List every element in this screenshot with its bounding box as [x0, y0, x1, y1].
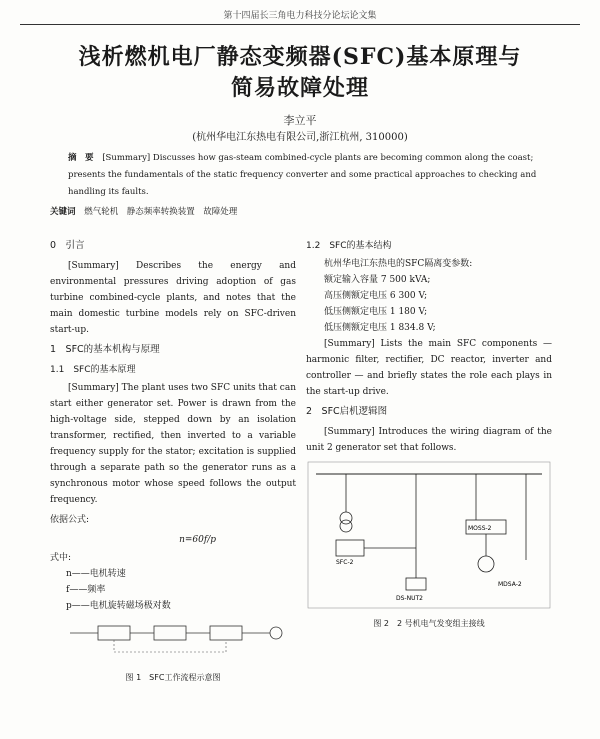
section-2-text: [Summary] Introduces the wiring diagram of the unit 2 generator set that follows. — [306, 427, 552, 453]
sfc-block — [336, 540, 364, 556]
transformer-symbol — [340, 520, 352, 532]
figure-1-flow-diagram — [50, 614, 296, 664]
keywords-text: 燃气轮机 静态频率转换装置 故障处理 — [84, 207, 238, 217]
diagram-label: MOSS-2 — [468, 525, 492, 532]
keywords — [50, 205, 560, 217]
flow-block — [210, 626, 242, 640]
formula-label: 依据公式: — [50, 515, 90, 525]
parameter-item: 低压侧额定电压 1 180 V; — [324, 307, 428, 317]
figure-1-caption: 图 1 SFC工作流程示意图 — [125, 673, 221, 682]
generator-symbol — [478, 556, 494, 572]
parameter-item: 低压侧额定电压 1 834.8 V; — [324, 323, 436, 333]
where-label: 式中: — [50, 553, 72, 563]
switch-block — [406, 578, 426, 590]
parameter-list — [306, 256, 552, 336]
diagram-label: DS-NUT2 — [396, 595, 423, 602]
section-0-heading: 0 引言 — [50, 240, 85, 251]
parameter-item: 高压侧额定电压 6 300 V; — [324, 291, 428, 301]
figure-2-wiring-diagram — [306, 460, 552, 610]
right-column — [306, 236, 552, 632]
figure-2-caption: 图 2 2 号机电气发变组主接线 — [373, 619, 485, 628]
keywords-label: 关键词 — [50, 207, 76, 217]
header-rule — [20, 24, 580, 25]
running-head: 第十四届长三角电力科技分论坛论文集 — [223, 11, 377, 21]
definition-item: p——电机旋转磁场极对数 — [66, 601, 171, 611]
title-line-2: 简易故障处理 — [230, 75, 369, 101]
definition-item: n——电机转速 — [66, 569, 126, 579]
flow-block — [154, 626, 186, 640]
paper-title — [20, 42, 580, 104]
abstract-text: [Summary] Discusses how gas-steam combined-cycle plants are becoming common along the coast; presents the fundamentals of the static frequency converter and some practical approaches to checking and handling its faults. — [68, 153, 537, 197]
diagram-label: SFC-2 — [336, 559, 354, 566]
parameter-item: 额定输入容量 7 500 kVA; — [324, 275, 431, 285]
abstract — [68, 150, 560, 201]
section-1-1-text: [Summary] The plant uses two SFC units that can start either generator set. Power is drawn from the high-voltage side, stepped down by an isolation transformer, rectified, then inverted to a variable frequency supply for the stator; excitation is supplied through a separate path so the generator runs as a synchronous motor whose speed follows the output frequency. — [50, 383, 296, 505]
author: 李立平 — [283, 114, 317, 127]
section-1-1-heading: 1.1 SFC的基本原理 — [50, 365, 136, 375]
title-line-1: 浅析燃机电厂静态变频器(SFC)基本原理与 — [78, 44, 522, 70]
section-1-2-heading: 1.2 SFC的基本结构 — [306, 241, 392, 251]
abstract-label: 摘 要 — [68, 153, 94, 163]
section-2-heading: 2 SFC启机逻辑图 — [306, 406, 388, 417]
definition-item: f——频率 — [66, 585, 106, 595]
left-column — [50, 236, 296, 686]
feedback-line — [114, 640, 226, 652]
section-1-2-text: [Summary] Lists the main SFC components — harmonic filter, rectifier, DC reactor, inverter and controller — and briefly states the role each plays in the start-up drive. — [306, 339, 552, 397]
generator-symbol — [270, 627, 282, 639]
symbol-definitions — [50, 566, 296, 614]
section-0-text: [Summary] Describes the energy and environmental pressures driving adoption of gas turbine combined-cycle plants, and notes that the main domestic turbine models rely on SFC-driven start-up. — [50, 261, 296, 335]
parameter-intro: 杭州华电江东热电的SFC隔离变参数: — [324, 259, 473, 269]
affiliation: (杭州华电江东热电有限公司,浙江杭州, 310000) — [192, 132, 408, 143]
formula: n=60f/p — [179, 535, 216, 545]
diagram-label: MDSA-2 — [498, 581, 522, 588]
section-1-heading: 1 SFC的基本机构与原理 — [50, 344, 160, 355]
flow-block — [98, 626, 130, 640]
